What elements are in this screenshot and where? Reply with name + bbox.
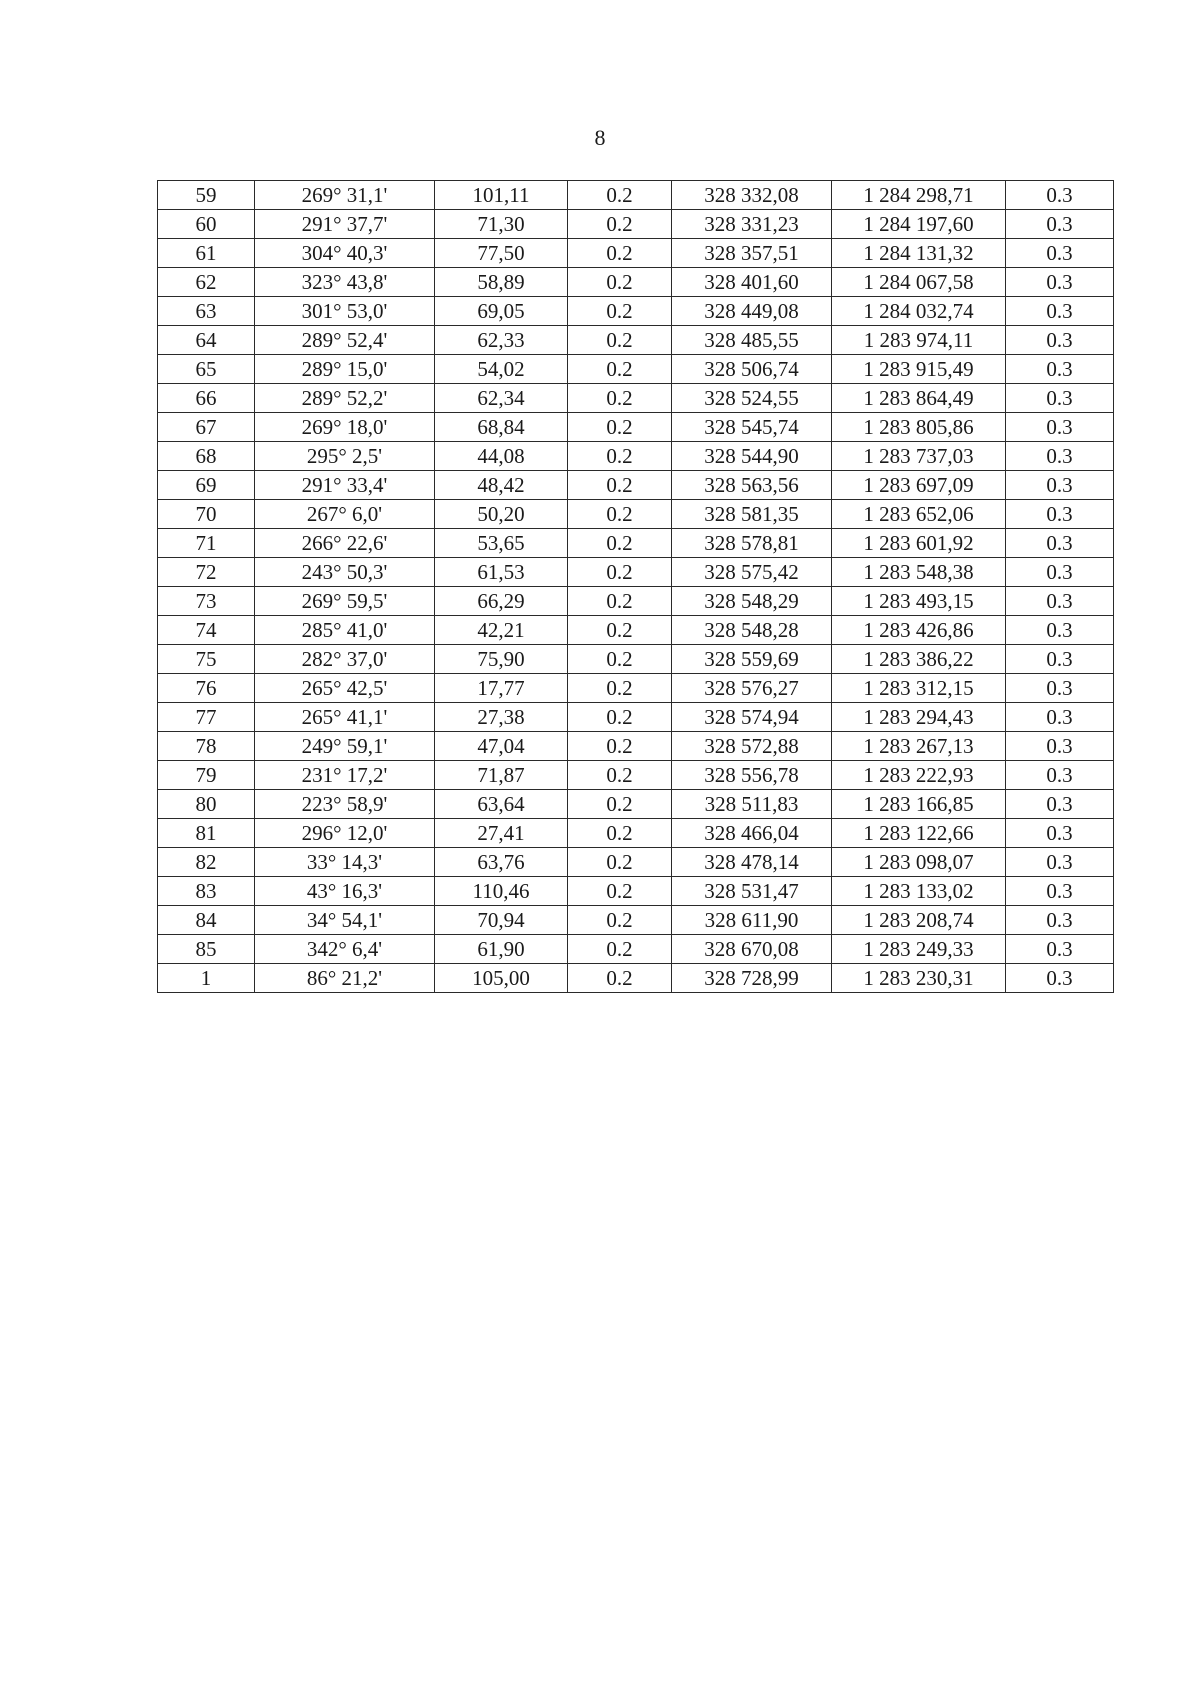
distance-cell: 62,34 bbox=[435, 384, 568, 413]
bearing-cell: 267° 6,0' bbox=[255, 500, 435, 529]
point-number-cell: 79 bbox=[158, 761, 255, 790]
table-row bbox=[158, 674, 1114, 703]
coordinate-accuracy-cell: 0.3 bbox=[1006, 355, 1114, 384]
point-number-cell: 63 bbox=[158, 297, 255, 326]
distance-accuracy-cell: 0.2 bbox=[568, 819, 672, 848]
table-row bbox=[158, 384, 1114, 413]
table-row bbox=[158, 210, 1114, 239]
coordinates-table bbox=[157, 180, 1114, 993]
point-number-cell: 73 bbox=[158, 587, 255, 616]
distance-accuracy-cell: 0.2 bbox=[568, 703, 672, 732]
bearing-cell: 269° 18,0' bbox=[255, 413, 435, 442]
bearing-cell: 304° 40,3' bbox=[255, 239, 435, 268]
point-number-cell: 78 bbox=[158, 732, 255, 761]
x-coordinate-cell: 328 574,94 bbox=[672, 703, 832, 732]
distance-cell: 27,38 bbox=[435, 703, 568, 732]
point-number-cell: 68 bbox=[158, 442, 255, 471]
distance-accuracy-cell: 0.2 bbox=[568, 413, 672, 442]
y-coordinate-cell: 1 283 166,85 bbox=[832, 790, 1006, 819]
x-coordinate-cell: 328 548,29 bbox=[672, 587, 832, 616]
coordinate-accuracy-cell: 0.3 bbox=[1006, 964, 1114, 993]
x-coordinate-cell: 328 728,99 bbox=[672, 964, 832, 993]
point-number-cell: 67 bbox=[158, 413, 255, 442]
distance-accuracy-cell: 0.2 bbox=[568, 239, 672, 268]
bearing-cell: 295° 2,5' bbox=[255, 442, 435, 471]
distance-cell: 66,29 bbox=[435, 587, 568, 616]
distance-cell: 101,11 bbox=[435, 181, 568, 210]
distance-accuracy-cell: 0.2 bbox=[568, 761, 672, 790]
coordinate-accuracy-cell: 0.3 bbox=[1006, 471, 1114, 500]
bearing-cell: 296° 12,0' bbox=[255, 819, 435, 848]
table-row bbox=[158, 790, 1114, 819]
distance-accuracy-cell: 0.2 bbox=[568, 297, 672, 326]
point-number-cell: 69 bbox=[158, 471, 255, 500]
coordinate-accuracy-cell: 0.3 bbox=[1006, 616, 1114, 645]
distance-accuracy-cell: 0.2 bbox=[568, 732, 672, 761]
bearing-cell: 34° 54,1' bbox=[255, 906, 435, 935]
table-row bbox=[158, 297, 1114, 326]
point-number-cell: 72 bbox=[158, 558, 255, 587]
distance-cell: 17,77 bbox=[435, 674, 568, 703]
table-row bbox=[158, 355, 1114, 384]
bearing-cell: 291° 37,7' bbox=[255, 210, 435, 239]
distance-cell: 58,89 bbox=[435, 268, 568, 297]
coordinates-table-container bbox=[157, 180, 1114, 993]
coordinate-accuracy-cell: 0.3 bbox=[1006, 732, 1114, 761]
coordinate-accuracy-cell: 0.3 bbox=[1006, 906, 1114, 935]
distance-accuracy-cell: 0.2 bbox=[568, 268, 672, 297]
coordinate-accuracy-cell: 0.3 bbox=[1006, 674, 1114, 703]
coordinate-accuracy-cell: 0.3 bbox=[1006, 529, 1114, 558]
bearing-cell: 289° 52,2' bbox=[255, 384, 435, 413]
distance-cell: 110,46 bbox=[435, 877, 568, 906]
coordinate-accuracy-cell: 0.3 bbox=[1006, 587, 1114, 616]
table-row bbox=[158, 935, 1114, 964]
distance-cell: 61,53 bbox=[435, 558, 568, 587]
bearing-cell: 223° 58,9' bbox=[255, 790, 435, 819]
point-number-cell: 80 bbox=[158, 790, 255, 819]
table-row bbox=[158, 326, 1114, 355]
table-row bbox=[158, 413, 1114, 442]
distance-accuracy-cell: 0.2 bbox=[568, 645, 672, 674]
distance-accuracy-cell: 0.2 bbox=[568, 906, 672, 935]
coordinate-accuracy-cell: 0.3 bbox=[1006, 413, 1114, 442]
point-number-cell: 71 bbox=[158, 529, 255, 558]
coordinate-accuracy-cell: 0.3 bbox=[1006, 181, 1114, 210]
y-coordinate-cell: 1 283 230,31 bbox=[832, 964, 1006, 993]
x-coordinate-cell: 328 581,35 bbox=[672, 500, 832, 529]
bearing-cell: 265° 42,5' bbox=[255, 674, 435, 703]
bearing-cell: 231° 17,2' bbox=[255, 761, 435, 790]
x-coordinate-cell: 328 556,78 bbox=[672, 761, 832, 790]
y-coordinate-cell: 1 283 915,49 bbox=[832, 355, 1006, 384]
distance-accuracy-cell: 0.2 bbox=[568, 616, 672, 645]
table-row bbox=[158, 239, 1114, 268]
distance-cell: 63,76 bbox=[435, 848, 568, 877]
bearing-cell: 269° 59,5' bbox=[255, 587, 435, 616]
point-number-cell: 82 bbox=[158, 848, 255, 877]
y-coordinate-cell: 1 283 222,93 bbox=[832, 761, 1006, 790]
x-coordinate-cell: 328 576,27 bbox=[672, 674, 832, 703]
y-coordinate-cell: 1 283 122,66 bbox=[832, 819, 1006, 848]
x-coordinate-cell: 328 545,74 bbox=[672, 413, 832, 442]
x-coordinate-cell: 328 544,90 bbox=[672, 442, 832, 471]
distance-accuracy-cell: 0.2 bbox=[568, 848, 672, 877]
table-row bbox=[158, 558, 1114, 587]
point-number-cell: 83 bbox=[158, 877, 255, 906]
y-coordinate-cell: 1 283 133,02 bbox=[832, 877, 1006, 906]
distance-accuracy-cell: 0.2 bbox=[568, 674, 672, 703]
y-coordinate-cell: 1 283 312,15 bbox=[832, 674, 1006, 703]
coordinate-accuracy-cell: 0.3 bbox=[1006, 442, 1114, 471]
x-coordinate-cell: 328 611,90 bbox=[672, 906, 832, 935]
point-number-cell: 64 bbox=[158, 326, 255, 355]
point-number-cell: 75 bbox=[158, 645, 255, 674]
coordinate-accuracy-cell: 0.3 bbox=[1006, 500, 1114, 529]
y-coordinate-cell: 1 284 298,71 bbox=[832, 181, 1006, 210]
x-coordinate-cell: 328 575,42 bbox=[672, 558, 832, 587]
bearing-cell: 342° 6,4' bbox=[255, 935, 435, 964]
x-coordinate-cell: 328 478,14 bbox=[672, 848, 832, 877]
coordinate-accuracy-cell: 0.3 bbox=[1006, 819, 1114, 848]
point-number-cell: 84 bbox=[158, 906, 255, 935]
point-number-cell: 1 bbox=[158, 964, 255, 993]
distance-accuracy-cell: 0.2 bbox=[568, 181, 672, 210]
bearing-cell: 269° 31,1' bbox=[255, 181, 435, 210]
table-row bbox=[158, 587, 1114, 616]
y-coordinate-cell: 1 283 548,38 bbox=[832, 558, 1006, 587]
y-coordinate-cell: 1 284 067,58 bbox=[832, 268, 1006, 297]
y-coordinate-cell: 1 283 386,22 bbox=[832, 645, 1006, 674]
bearing-cell: 249° 59,1' bbox=[255, 732, 435, 761]
point-number-cell: 76 bbox=[158, 674, 255, 703]
distance-cell: 62,33 bbox=[435, 326, 568, 355]
table-row bbox=[158, 761, 1114, 790]
x-coordinate-cell: 328 357,51 bbox=[672, 239, 832, 268]
coordinate-accuracy-cell: 0.3 bbox=[1006, 384, 1114, 413]
y-coordinate-cell: 1 284 032,74 bbox=[832, 297, 1006, 326]
table-row bbox=[158, 181, 1114, 210]
y-coordinate-cell: 1 283 493,15 bbox=[832, 587, 1006, 616]
table-row bbox=[158, 529, 1114, 558]
point-number-cell: 81 bbox=[158, 819, 255, 848]
y-coordinate-cell: 1 284 197,60 bbox=[832, 210, 1006, 239]
x-coordinate-cell: 328 511,83 bbox=[672, 790, 832, 819]
table-row bbox=[158, 848, 1114, 877]
distance-cell: 50,20 bbox=[435, 500, 568, 529]
distance-accuracy-cell: 0.2 bbox=[568, 529, 672, 558]
distance-cell: 70,94 bbox=[435, 906, 568, 935]
distance-accuracy-cell: 0.2 bbox=[568, 964, 672, 993]
table-row bbox=[158, 732, 1114, 761]
distance-accuracy-cell: 0.2 bbox=[568, 877, 672, 906]
table-row bbox=[158, 442, 1114, 471]
coordinate-accuracy-cell: 0.3 bbox=[1006, 558, 1114, 587]
y-coordinate-cell: 1 283 249,33 bbox=[832, 935, 1006, 964]
distance-cell: 63,64 bbox=[435, 790, 568, 819]
bearing-cell: 301° 53,0' bbox=[255, 297, 435, 326]
bearing-cell: 282° 37,0' bbox=[255, 645, 435, 674]
distance-cell: 27,41 bbox=[435, 819, 568, 848]
bearing-cell: 266° 22,6' bbox=[255, 529, 435, 558]
table-row bbox=[158, 703, 1114, 732]
y-coordinate-cell: 1 283 098,07 bbox=[832, 848, 1006, 877]
y-coordinate-cell: 1 284 131,32 bbox=[832, 239, 1006, 268]
table-row bbox=[158, 500, 1114, 529]
point-number-cell: 70 bbox=[158, 500, 255, 529]
y-coordinate-cell: 1 283 267,13 bbox=[832, 732, 1006, 761]
point-number-cell: 85 bbox=[158, 935, 255, 964]
bearing-cell: 323° 43,8' bbox=[255, 268, 435, 297]
table-row bbox=[158, 964, 1114, 993]
y-coordinate-cell: 1 283 426,86 bbox=[832, 616, 1006, 645]
y-coordinate-cell: 1 283 737,03 bbox=[832, 442, 1006, 471]
distance-cell: 44,08 bbox=[435, 442, 568, 471]
x-coordinate-cell: 328 331,23 bbox=[672, 210, 832, 239]
distance-cell: 68,84 bbox=[435, 413, 568, 442]
x-coordinate-cell: 328 559,69 bbox=[672, 645, 832, 674]
point-number-cell: 66 bbox=[158, 384, 255, 413]
coordinate-accuracy-cell: 0.3 bbox=[1006, 848, 1114, 877]
point-number-cell: 77 bbox=[158, 703, 255, 732]
distance-accuracy-cell: 0.2 bbox=[568, 935, 672, 964]
coordinate-accuracy-cell: 0.3 bbox=[1006, 703, 1114, 732]
bearing-cell: 265° 41,1' bbox=[255, 703, 435, 732]
bearing-cell: 33° 14,3' bbox=[255, 848, 435, 877]
distance-cell: 47,04 bbox=[435, 732, 568, 761]
coordinate-accuracy-cell: 0.3 bbox=[1006, 326, 1114, 355]
coordinate-accuracy-cell: 0.3 bbox=[1006, 297, 1114, 326]
bearing-cell: 43° 16,3' bbox=[255, 877, 435, 906]
x-coordinate-cell: 328 670,08 bbox=[672, 935, 832, 964]
point-number-cell: 65 bbox=[158, 355, 255, 384]
table-row bbox=[158, 268, 1114, 297]
coordinate-accuracy-cell: 0.3 bbox=[1006, 790, 1114, 819]
y-coordinate-cell: 1 283 974,11 bbox=[832, 326, 1006, 355]
page-number: 8 bbox=[594, 125, 606, 150]
y-coordinate-cell: 1 283 294,43 bbox=[832, 703, 1006, 732]
coordinate-accuracy-cell: 0.3 bbox=[1006, 877, 1114, 906]
x-coordinate-cell: 328 401,60 bbox=[672, 268, 832, 297]
distance-cell: 75,90 bbox=[435, 645, 568, 674]
x-coordinate-cell: 328 332,08 bbox=[672, 181, 832, 210]
coordinate-accuracy-cell: 0.3 bbox=[1006, 210, 1114, 239]
distance-cell: 105,00 bbox=[435, 964, 568, 993]
y-coordinate-cell: 1 283 208,74 bbox=[832, 906, 1006, 935]
table-row bbox=[158, 616, 1114, 645]
y-coordinate-cell: 1 283 697,09 bbox=[832, 471, 1006, 500]
bearing-cell: 285° 41,0' bbox=[255, 616, 435, 645]
bearing-cell: 291° 33,4' bbox=[255, 471, 435, 500]
distance-accuracy-cell: 0.2 bbox=[568, 355, 672, 384]
y-coordinate-cell: 1 283 864,49 bbox=[832, 384, 1006, 413]
x-coordinate-cell: 328 531,47 bbox=[672, 877, 832, 906]
x-coordinate-cell: 328 485,55 bbox=[672, 326, 832, 355]
x-coordinate-cell: 328 449,08 bbox=[672, 297, 832, 326]
y-coordinate-cell: 1 283 601,92 bbox=[832, 529, 1006, 558]
point-number-cell: 61 bbox=[158, 239, 255, 268]
point-number-cell: 62 bbox=[158, 268, 255, 297]
table-row bbox=[158, 819, 1114, 848]
distance-cell: 42,21 bbox=[435, 616, 568, 645]
distance-cell: 48,42 bbox=[435, 471, 568, 500]
distance-accuracy-cell: 0.2 bbox=[568, 790, 672, 819]
y-coordinate-cell: 1 283 652,06 bbox=[832, 500, 1006, 529]
bearing-cell: 289° 52,4' bbox=[255, 326, 435, 355]
distance-accuracy-cell: 0.2 bbox=[568, 558, 672, 587]
x-coordinate-cell: 328 506,74 bbox=[672, 355, 832, 384]
distance-accuracy-cell: 0.2 bbox=[568, 442, 672, 471]
coordinate-accuracy-cell: 0.3 bbox=[1006, 239, 1114, 268]
coordinate-accuracy-cell: 0.3 bbox=[1006, 761, 1114, 790]
distance-accuracy-cell: 0.2 bbox=[568, 210, 672, 239]
x-coordinate-cell: 328 548,28 bbox=[672, 616, 832, 645]
table-row bbox=[158, 906, 1114, 935]
x-coordinate-cell: 328 466,04 bbox=[672, 819, 832, 848]
point-number-cell: 60 bbox=[158, 210, 255, 239]
distance-cell: 71,87 bbox=[435, 761, 568, 790]
x-coordinate-cell: 328 563,56 bbox=[672, 471, 832, 500]
bearing-cell: 86° 21,2' bbox=[255, 964, 435, 993]
distance-accuracy-cell: 0.2 bbox=[568, 326, 672, 355]
bearing-cell: 243° 50,3' bbox=[255, 558, 435, 587]
distance-cell: 61,90 bbox=[435, 935, 568, 964]
x-coordinate-cell: 328 524,55 bbox=[672, 384, 832, 413]
coordinate-accuracy-cell: 0.3 bbox=[1006, 935, 1114, 964]
x-coordinate-cell: 328 572,88 bbox=[672, 732, 832, 761]
point-number-cell: 59 bbox=[158, 181, 255, 210]
distance-accuracy-cell: 0.2 bbox=[568, 500, 672, 529]
distance-accuracy-cell: 0.2 bbox=[568, 384, 672, 413]
x-coordinate-cell: 328 578,81 bbox=[672, 529, 832, 558]
table-row bbox=[158, 645, 1114, 674]
point-number-cell: 74 bbox=[158, 616, 255, 645]
table-row bbox=[158, 877, 1114, 906]
bearing-cell: 289° 15,0' bbox=[255, 355, 435, 384]
distance-cell: 77,50 bbox=[435, 239, 568, 268]
table-row bbox=[158, 471, 1114, 500]
distance-cell: 69,05 bbox=[435, 297, 568, 326]
distance-cell: 54,02 bbox=[435, 355, 568, 384]
y-coordinate-cell: 1 283 805,86 bbox=[832, 413, 1006, 442]
coordinate-accuracy-cell: 0.3 bbox=[1006, 645, 1114, 674]
distance-accuracy-cell: 0.2 bbox=[568, 471, 672, 500]
distance-cell: 71,30 bbox=[435, 210, 568, 239]
distance-cell: 53,65 bbox=[435, 529, 568, 558]
distance-accuracy-cell: 0.2 bbox=[568, 587, 672, 616]
coordinate-accuracy-cell: 0.3 bbox=[1006, 268, 1114, 297]
table-body bbox=[158, 181, 1114, 993]
